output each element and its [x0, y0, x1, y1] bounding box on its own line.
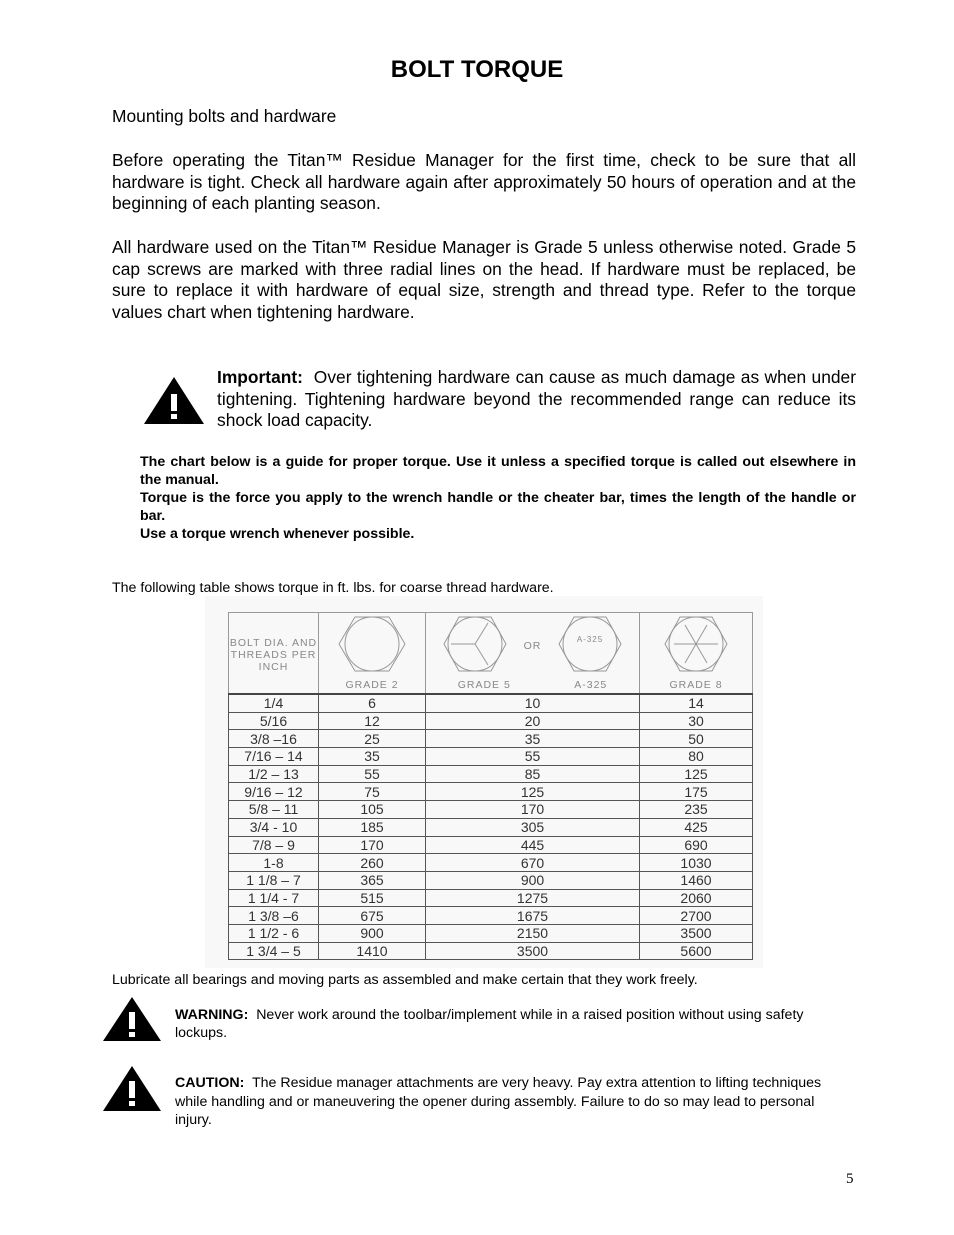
table-cell: 30	[640, 712, 753, 730]
grade-5-bolt-head-icon	[443, 615, 507, 673]
table-cell: 14	[640, 694, 753, 712]
header-bolt-dia: BOLT DIA. AND THREADS PER INCH	[229, 613, 319, 695]
page-number: 5	[846, 1171, 854, 1187]
table-cell: 425	[640, 818, 753, 836]
table-cell: 900	[319, 924, 426, 942]
table-cell: 1/4	[229, 694, 319, 712]
note-2: Torque is the force you apply to the wrench handle or the cheater bar, times the length of the handle or bar.	[140, 490, 856, 524]
note-1: The chart below is a guide for proper torque. Use it unless a specified torque is called out elsewhere in the manual.	[140, 454, 856, 488]
table-row	[229, 765, 753, 783]
table-cell: 10	[426, 694, 640, 712]
table-cell: 185	[319, 818, 426, 836]
table-cell: 170	[319, 836, 426, 854]
table-row	[229, 712, 753, 730]
table-cell: 515	[319, 889, 426, 907]
table-cell: 1030	[640, 854, 753, 872]
table-row	[229, 694, 753, 712]
table-cell: 1/2 – 13	[229, 765, 319, 783]
table-cell: 3500	[426, 942, 640, 960]
table-cell: 1 1/2 - 6	[229, 924, 319, 942]
table-cell: 2150	[426, 924, 640, 942]
table-cell: 1 3/4 – 5	[229, 942, 319, 960]
lubricate-note: Lubricate all bearings and moving parts as assembled and make certain that they work freely.	[112, 972, 698, 988]
table-cell: 7/8 – 9	[229, 836, 319, 854]
table-cell: 55	[426, 748, 640, 766]
subtitle: Mounting bolts and hardware	[112, 106, 337, 126]
table-cell: 1 1/4 - 7	[229, 889, 319, 907]
table-cell: 20	[426, 712, 640, 730]
table-row	[229, 889, 753, 907]
table-cell: 125	[426, 783, 640, 801]
table-row	[229, 854, 753, 872]
table-cell: 5/8 – 11	[229, 801, 319, 819]
table-cell: 125	[640, 765, 753, 783]
table-cell: 35	[319, 748, 426, 766]
table-cell: 105	[319, 801, 426, 819]
table-cell: 5600	[640, 942, 753, 960]
caution-notice: CAUTION: The Residue manager attachments are very heavy. Pay extra attention to lifting techniques while handling and or maneuvering the opener during assembly. Failure to do so may lead to personal injury.	[175, 1075, 822, 1128]
table-cell: 3/4 - 10	[229, 818, 319, 836]
warning-triangle-icon	[144, 377, 204, 425]
table-row	[229, 818, 753, 836]
table-cell: 85	[426, 765, 640, 783]
table-cell: 75	[319, 783, 426, 801]
caution-triangle-icon	[103, 1066, 161, 1112]
table-cell: 1410	[319, 942, 426, 960]
table-row	[229, 783, 753, 801]
paragraph-1: Before operating the Titan™ Residue Manager for the first time, check to be sure that all hardware is tight. Check all hardware again after approximately 50 hours of operation and at the beginning of each planting season.	[112, 150, 856, 214]
note-3: Use a torque wrench whenever possible.	[140, 526, 415, 542]
table-header	[229, 613, 753, 695]
table-cell: 670	[426, 854, 640, 872]
grade-2-bolt-head-icon	[337, 615, 407, 673]
table-cell: 1460	[640, 871, 753, 889]
table-cell: 1 1/8 – 7	[229, 871, 319, 889]
grade-8-bolt-head-icon	[664, 615, 728, 673]
page-title: BOLT TORQUE	[390, 56, 564, 83]
table-cell: 175	[640, 783, 753, 801]
table-cell: 170	[426, 801, 640, 819]
table-row	[229, 942, 753, 960]
table-cell: 3/8 –16	[229, 730, 319, 748]
table-cell: 1 3/8 –6	[229, 907, 319, 925]
table-cell: 2700	[640, 907, 753, 925]
a325-bolt-head-icon	[558, 615, 622, 673]
header-grade-5: OR A-325 GRADE 5 A-325	[426, 613, 640, 695]
table-row	[229, 907, 753, 925]
table-cell: 5/16	[229, 712, 319, 730]
torque-table	[228, 612, 753, 960]
table-intro: The following table shows torque in ft. lbs. for coarse thread hardware.	[112, 580, 554, 596]
table-cell: 365	[319, 871, 426, 889]
important-notice: Important: Over tightening hardware can cause as much damage as when under tightening. Tightening hardware beyond the recommended range can reduce its shock load capacity.	[217, 367, 857, 431]
table-cell: 260	[319, 854, 426, 872]
header-grade-8: GRADE 8	[640, 613, 753, 695]
table-row	[229, 748, 753, 766]
table-cell: 80	[640, 748, 753, 766]
table-cell: 3500	[640, 924, 753, 942]
svg-text:A-325: A-325	[577, 635, 604, 644]
table-cell: 900	[426, 871, 640, 889]
paragraph-2: All hardware used on the Titan™ Residue Manager is Grade 5 unless otherwise noted. Grade 5 cap screws are marked with three radial lines on the head. If hardware must be replaced, be sure to replace it with hardware of equal size, strength and thread type. Refer to the torque values chart when tightening hardware.	[112, 237, 856, 323]
table-row	[229, 871, 753, 889]
table-cell: 6	[319, 694, 426, 712]
warning-notice: WARNING: Never work around the toolbar/implement while in a raised position without using safety lockups.	[175, 1007, 804, 1041]
table-cell: 50	[640, 730, 753, 748]
table-cell: 675	[319, 907, 426, 925]
table-cell: 305	[426, 818, 640, 836]
table-row	[229, 924, 753, 942]
header-grade-2: GRADE 2	[319, 613, 426, 695]
table-cell: 55	[319, 765, 426, 783]
table-cell: 2060	[640, 889, 753, 907]
table-cell: 35	[426, 730, 640, 748]
table-row	[229, 801, 753, 819]
notes	[140, 453, 856, 543]
table-cell: 7/16 – 14	[229, 748, 319, 766]
table-cell: 1275	[426, 889, 640, 907]
table-cell: 9/16 – 12	[229, 783, 319, 801]
table-cell: 25	[319, 730, 426, 748]
table-row	[229, 836, 753, 854]
warning-triangle-icon	[103, 997, 161, 1042]
table-row	[229, 730, 753, 748]
table-cell: 12	[319, 712, 426, 730]
table-cell: 690	[640, 836, 753, 854]
table-cell: 235	[640, 801, 753, 819]
table-cell: 445	[426, 836, 640, 854]
table-cell: 1-8	[229, 854, 319, 872]
table-cell: 1675	[426, 907, 640, 925]
